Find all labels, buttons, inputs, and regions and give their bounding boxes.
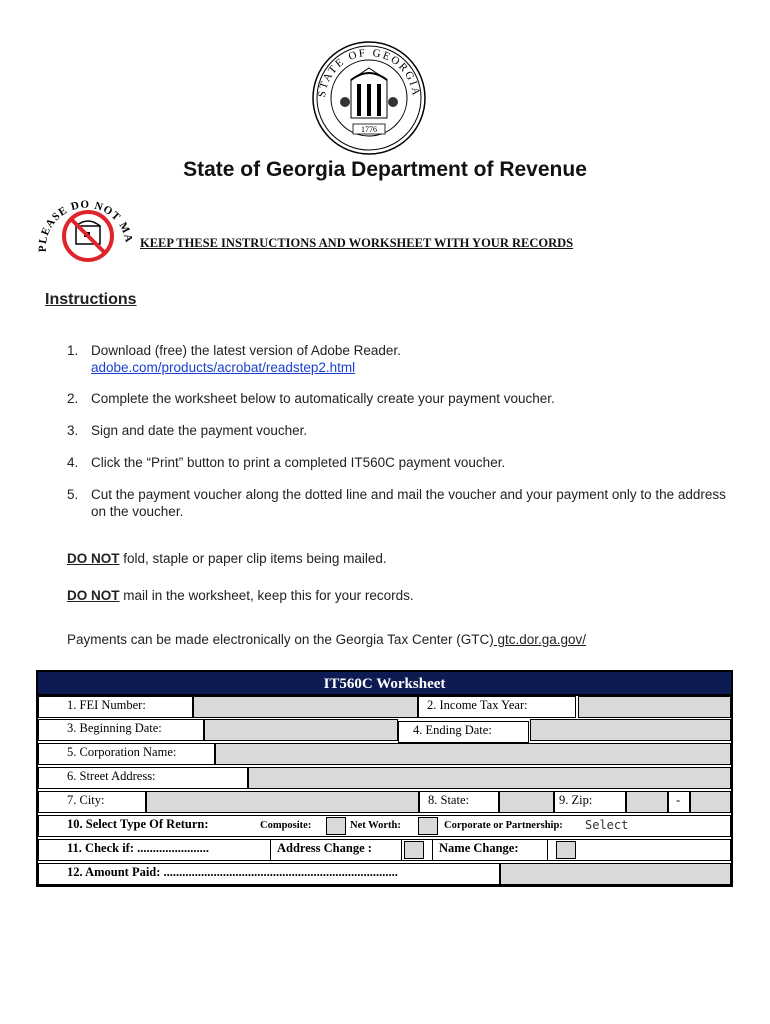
state-input[interactable] bbox=[499, 791, 554, 813]
corp-partnership-label: Corporate or Partnership: bbox=[444, 820, 563, 831]
payments-text: Payments can be made electronically on the Georgia Tax Center (GTC) bbox=[67, 632, 494, 647]
address-change-checkbox[interactable] bbox=[404, 841, 424, 859]
return-type-row bbox=[38, 815, 731, 837]
net-worth-checkbox[interactable] bbox=[418, 817, 438, 835]
no-mail-worksheet-warning bbox=[67, 588, 414, 603]
no-fold-warning bbox=[67, 551, 387, 566]
check-if-label: 11. Check if: ....................... bbox=[67, 841, 210, 855]
georgia-state-seal bbox=[311, 40, 427, 156]
street-address-label: 6. Street Address: bbox=[38, 767, 248, 789]
seal-year: 1776 bbox=[361, 125, 377, 134]
worksheet-title: IT560C Worksheet bbox=[323, 676, 446, 692]
step-number: 5. bbox=[67, 487, 79, 502]
keep-records-notice: KEEP THESE INSTRUCTIONS AND WORKSHEET WITH YOUR RECORDS bbox=[140, 236, 574, 250]
fei-number-label: 1. FEI Number: bbox=[38, 696, 193, 718]
adobe-reader-link[interactable]: adobe.com/products/acrobat/readstep2.html bbox=[91, 360, 356, 375]
step-text: Cut the payment voucher along the dotted line and mail the voucher and your payment only to the address on the voucher. bbox=[91, 487, 726, 519]
amount-paid-label: 12. Amount Paid: ........................................................................... bbox=[38, 863, 500, 885]
page-title: State of Georgia Department of Revenue bbox=[183, 158, 587, 181]
ending-date-input[interactable] bbox=[530, 719, 731, 741]
zip-dash: - bbox=[668, 791, 690, 813]
warning-text: mail in the worksheet, keep this for your records. bbox=[119, 588, 414, 603]
warning-emphasis: DO NOT bbox=[67, 551, 120, 566]
instruction-steps bbox=[67, 342, 727, 520]
beginning-date-label: 3. Beginning Date: bbox=[38, 719, 204, 741]
street-address-input[interactable] bbox=[248, 767, 731, 789]
gtc-link[interactable]: gtc.dor.ga.gov/ bbox=[493, 632, 587, 647]
warning-emphasis: DO NOT bbox=[67, 588, 120, 603]
return-type-select[interactable]: Select bbox=[585, 818, 629, 832]
net-worth-label: Net Worth: bbox=[350, 820, 401, 831]
corporation-name-input[interactable] bbox=[215, 743, 731, 765]
list-item bbox=[67, 454, 727, 471]
stamp-text: PLEASE DO NOT M bbox=[36, 198, 132, 253]
do-not-mail-stamp bbox=[36, 190, 132, 270]
worksheet-header bbox=[38, 672, 731, 696]
ending-date-label: 4. Ending Date: bbox=[398, 721, 529, 743]
list-item bbox=[67, 342, 727, 376]
step-text: Sign and date the payment voucher. bbox=[91, 423, 308, 438]
state-label: 8. State: bbox=[419, 791, 499, 813]
zip-input[interactable] bbox=[626, 791, 668, 813]
step-number: 1. bbox=[67, 343, 79, 358]
composite-label: Composite: bbox=[260, 820, 312, 831]
it560c-worksheet bbox=[36, 670, 733, 887]
city-label: 7. City: bbox=[38, 791, 146, 813]
composite-checkbox[interactable] bbox=[326, 817, 346, 835]
step-number: 4. bbox=[67, 455, 79, 470]
list-item bbox=[67, 390, 727, 407]
step-text: Complete the worksheet below to automatically create your payment voucher. bbox=[91, 391, 555, 406]
city-input[interactable] bbox=[146, 791, 419, 813]
step-number: 2. bbox=[67, 391, 79, 406]
income-tax-year-input[interactable] bbox=[578, 696, 731, 718]
payments-note bbox=[67, 632, 586, 647]
instructions-heading: Instructions bbox=[45, 291, 137, 308]
income-tax-year-label: 2. Income Tax Year: bbox=[418, 696, 576, 718]
warning-text: fold, staple or paper clip items being mailed. bbox=[119, 551, 387, 566]
step-text: Download (free) the latest version of Adobe Reader. bbox=[91, 343, 401, 358]
zip-extension-input[interactable] bbox=[690, 791, 731, 813]
fei-number-input[interactable] bbox=[193, 696, 418, 718]
return-type-label: 10. Select Type Of Return: bbox=[67, 817, 209, 831]
name-change-checkbox[interactable] bbox=[556, 841, 576, 859]
name-change-label: Name Change: bbox=[432, 839, 548, 861]
step-text: Click the “Print” button to print a completed IT560C payment voucher. bbox=[91, 455, 506, 470]
amount-paid-input[interactable] bbox=[500, 863, 731, 885]
corporation-name-label: 5. Corporation Name: bbox=[38, 743, 215, 765]
step-number: 3. bbox=[67, 423, 79, 438]
seal-text: STATE OF GEORGIA bbox=[315, 46, 423, 99]
beginning-date-input[interactable] bbox=[204, 719, 398, 741]
zip-label: 9. Zip: bbox=[554, 791, 626, 813]
address-change-label: Address Change : bbox=[270, 839, 402, 861]
list-item bbox=[67, 422, 727, 439]
list-item bbox=[67, 486, 727, 520]
